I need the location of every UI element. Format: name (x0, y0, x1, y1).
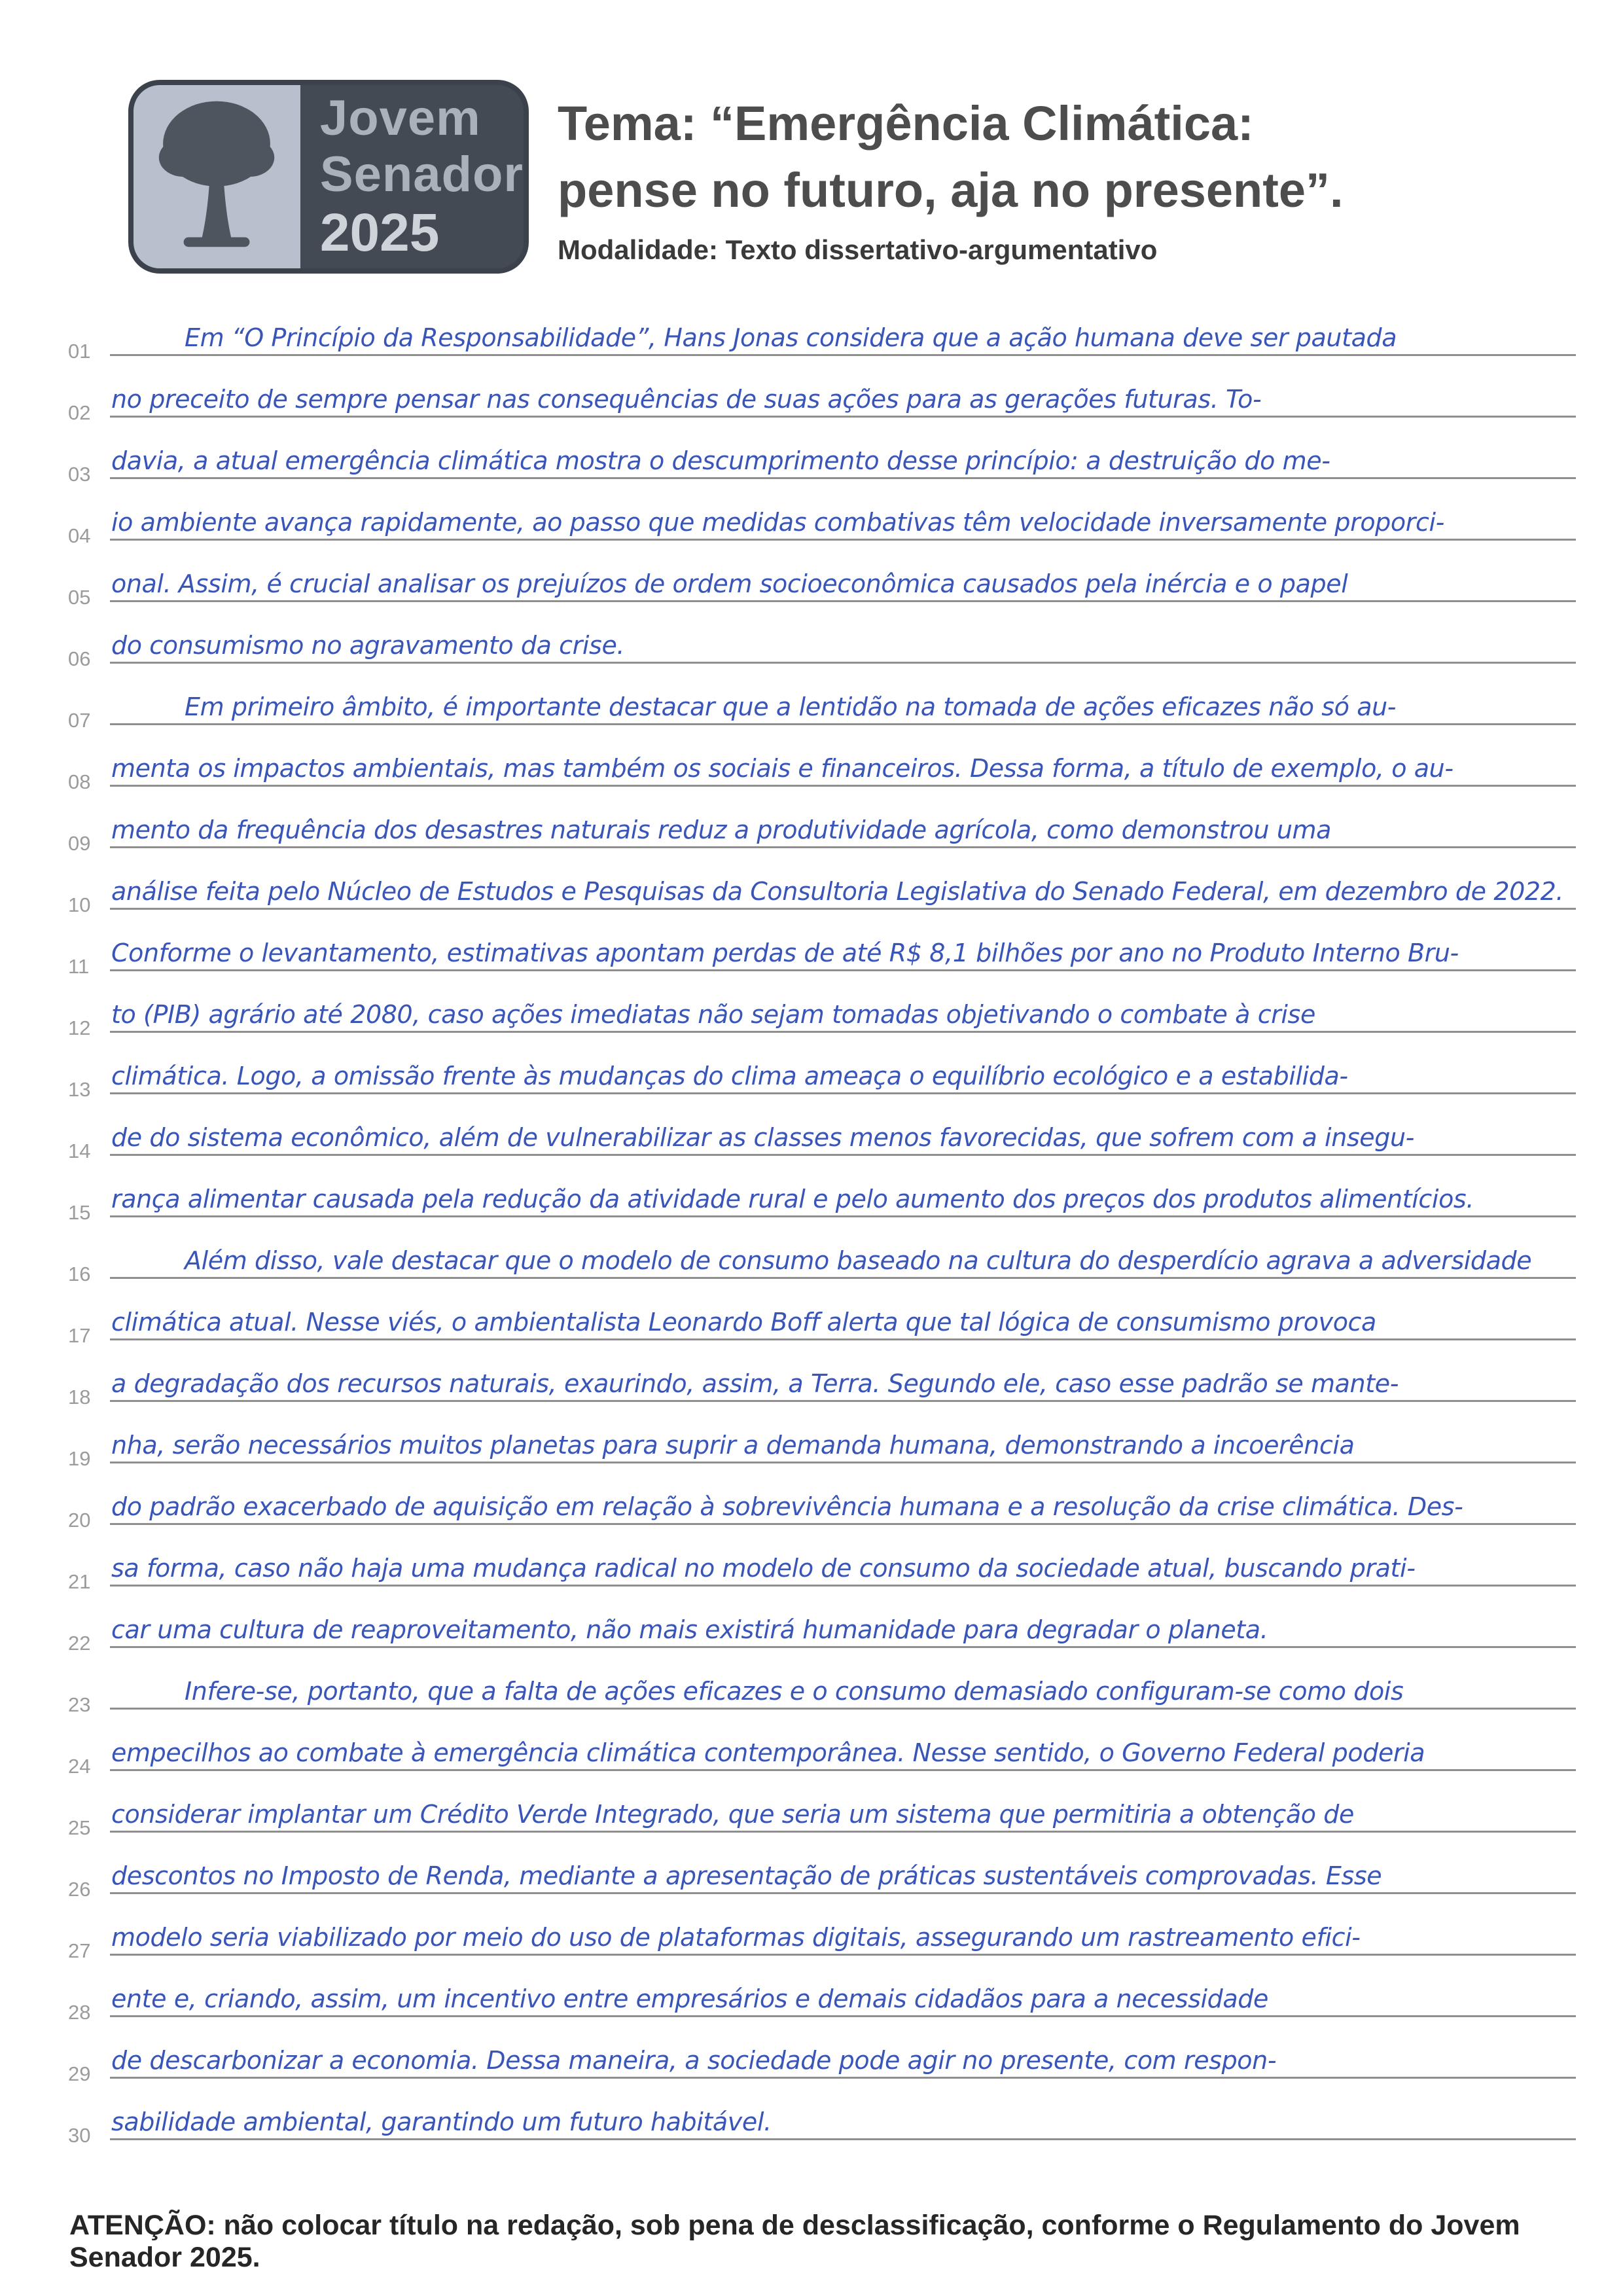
handwritten-text: do consumismo no agravamento da crise. (111, 631, 625, 660)
essay-line (68, 1480, 1576, 1532)
essay-line (68, 1972, 1576, 2024)
handwritten-text: a degradação dos recursos naturais, exaurindo, assim, a Terra. Segundo ele, caso esse padrão se mante- (111, 1369, 1399, 1398)
essay-line (68, 803, 1576, 855)
line-number: 11 (68, 955, 90, 978)
handwritten-text: onal. Assim, é crucial analisar os prejuízos de ordem socioeconômica causados pela inércia e o papel (111, 569, 1348, 598)
essay-line (68, 619, 1576, 670)
essay-line (68, 926, 1576, 978)
essay-line (68, 2095, 1576, 2147)
essay-line (68, 1664, 1576, 1716)
line-number: 15 (68, 1201, 91, 1224)
essay-line (68, 1541, 1576, 1593)
handwritten-text: modelo seria viabilizado por meio do uso de plataformas digitais, assegurando um rastreamento efici- (111, 1923, 1361, 1952)
line-number: 14 (68, 1139, 91, 1162)
line-number: 16 (68, 1263, 91, 1285)
modalidade-label: Modalidade: Texto dissertativo-argumentativo (558, 234, 1158, 265)
essay-line (68, 1726, 1576, 1778)
essay-line (68, 311, 1576, 363)
line-number: 17 (68, 1324, 91, 1347)
line-number: 03 (68, 463, 91, 486)
handwritten-text: rança alimentar causada pela redução da atividade rural e pelo aumento dos preços dos produtos alimentícios. (111, 1185, 1474, 1213)
logo-line-senador: Senador (319, 147, 524, 202)
essay-line (68, 495, 1576, 547)
line-number: 08 (68, 770, 91, 793)
handwritten-text: empecilhos ao combate à emergência climática contemporânea. Nesse sentido, o Governo Federal poderia (111, 1738, 1425, 1767)
line-number: 06 (68, 647, 91, 670)
handwritten-text: menta os impactos ambientais, mas também os sociais e financeiros. Dessa forma, a título de exemplo, o au- (111, 754, 1454, 783)
handwritten-text: análise feita pelo Núcleo de Estudos e Pesquisas da Consultoria Legislativa do Senado Federal, em dezembro de 2022. (111, 877, 1564, 906)
handwritten-text: de do sistema econômico, além de vulnerabilizar as classes menos favorecidas, que sofrem com a insegu- (111, 1123, 1414, 1152)
tree-icon (148, 91, 285, 268)
essay-line (68, 2034, 1576, 2085)
line-number: 05 (68, 586, 91, 609)
handwritten-text: sa forma, caso não haja uma mudança radical no modelo de consumo da sociedade atual, buscando prati- (111, 1554, 1416, 1583)
line-number: 13 (68, 1078, 91, 1101)
handwritten-text: Em primeiro âmbito, é importante destacar que a lentidão na tomada de ações eficazes não só au- (185, 692, 1397, 721)
essay-line (68, 372, 1576, 424)
handwritten-text: Em “O Princípio da Responsabilidade”, Hans Jonas considera que a ação humana deve ser pautada (185, 323, 1397, 352)
essay-line (68, 1418, 1576, 1470)
line-number: 12 (68, 1016, 91, 1039)
essay-line (68, 557, 1576, 609)
essay-line (68, 1111, 1576, 1162)
handwritten-text: Infere-se, portanto, que a falta de ações eficazes e o consumo demasiado configuram-se como dois (185, 1677, 1404, 1706)
line-number: 01 (68, 340, 91, 363)
attention-notice: ATENÇÃO: não colocar título na redação, sob pena de desclassificação, conforme o Regulamento do Jovem Senador 2025. (69, 2210, 1520, 2273)
essay-line (68, 988, 1576, 1039)
essay-line (68, 1357, 1576, 1408)
handwritten-text: car uma cultura de reaproveitamento, não mais existirá humanidade para degradar o planeta. (111, 1615, 1268, 1644)
handwritten-text: mento da frequência dos desastres naturais reduz a produtividade agrícola, como demonstrou uma (111, 816, 1332, 844)
handwritten-text: sabilidade ambiental, garantindo um futuro habitável. (111, 2108, 772, 2136)
handwritten-text: do padrão exacerbado de aquisição em relação à sobrevivência humana e a resolução da crise climática. Des- (111, 1492, 1463, 1521)
logo-line-jovem: Jovem (319, 90, 481, 146)
line-number: 29 (68, 2062, 91, 2085)
line-number: 09 (68, 832, 91, 855)
logo-line-2025: 2025 (319, 203, 440, 262)
handwritten-text: io ambiente avança rapidamente, ao passo que medidas combativas têm velocidade inversamente proporci- (111, 508, 1444, 537)
handwritten-text: de descarbonizar a economia. Dessa maneira, a sociedade pode agir no presente, com respon- (111, 2046, 1277, 2075)
line-number: 21 (68, 1570, 91, 1593)
handwritten-text: descontos no Imposto de Renda, mediante a apresentação de práticas sustentáveis comprovadas. Esse (111, 1861, 1382, 1890)
essay-line (68, 1849, 1576, 1901)
line-number: 19 (68, 1447, 91, 1470)
line-number: 22 (68, 1632, 91, 1655)
handwritten-text: considerar implantar um Crédito Verde Integrado, que seria um sistema que permitiria a obtenção de (111, 1800, 1354, 1829)
essay-line (68, 742, 1576, 793)
tema-title-line1: Tema: “Emergência Climática: (558, 96, 1254, 151)
logo-tree-panel (134, 85, 300, 268)
essay-line (68, 1234, 1576, 1285)
jovem-senador-logo (128, 80, 529, 274)
line-number: 02 (68, 401, 91, 424)
handwritten-text: davia, a atual emergência climática mostra o descumprimento desse princípio: a destruição do me- (111, 446, 1330, 475)
essay-line (68, 680, 1576, 732)
line-number: 23 (68, 1693, 91, 1716)
handwritten-text: climática. Logo, a omissão frente às mudanças do clima ameaça o equilíbrio ecológico e a estabilida- (111, 1062, 1348, 1090)
line-number: 25 (68, 1816, 91, 1839)
line-number: 10 (68, 893, 91, 916)
essay-line (68, 1910, 1576, 1962)
line-number: 18 (68, 1386, 91, 1408)
handwritten-text: to (PIB) agrário até 2080, caso ações imediatas não sejam tomadas objetivando o combate à crise (111, 1000, 1315, 1029)
handwritten-text: climática atual. Nesse viés, o ambientalista Leonardo Boff alerta que tal lógica de consumismo provoca (111, 1308, 1376, 1336)
handwritten-text: no preceito de sempre pensar nas consequências de suas ações para as gerações futuras. To- (111, 385, 1262, 414)
handwritten-text: ente e, criando, assim, um incentivo entre empresários e demais cidadãos para a necessidade (111, 1984, 1268, 2013)
line-number: 27 (68, 1939, 91, 1962)
line-number: 20 (68, 1509, 91, 1532)
essay-line (68, 865, 1576, 916)
essay-line (68, 1049, 1576, 1101)
line-number: 07 (68, 709, 91, 732)
line-number: 26 (68, 1878, 91, 1901)
essay-lines (68, 311, 1576, 2157)
tema-title-line2: pense no futuro, aja no presente”. (558, 163, 1344, 217)
handwritten-text: nha, serão necessários muitos planetas para suprir a demanda humana, demonstrando a incoerência (111, 1431, 1355, 1460)
essay-line (68, 1172, 1576, 1224)
line-number: 24 (68, 1755, 91, 1778)
essay-line (68, 1295, 1576, 1347)
line-number: 30 (68, 2124, 91, 2147)
tema-block (558, 90, 1344, 266)
line-number: 28 (68, 2001, 91, 2024)
handwritten-text: Conforme o levantamento, estimativas apontam perdas de até R$ 8,1 bilhões por ano no Produto Interno Bru- (111, 939, 1459, 967)
line-number: 04 (68, 524, 91, 547)
handwritten-text: Além disso, vale destacar que o modelo de consumo baseado na cultura do desperdício agrava a adversidade (185, 1246, 1532, 1275)
essay-line (68, 1787, 1576, 1839)
essay-line (68, 434, 1576, 486)
essay-line (68, 1603, 1576, 1655)
logo-text-panel (300, 85, 524, 268)
